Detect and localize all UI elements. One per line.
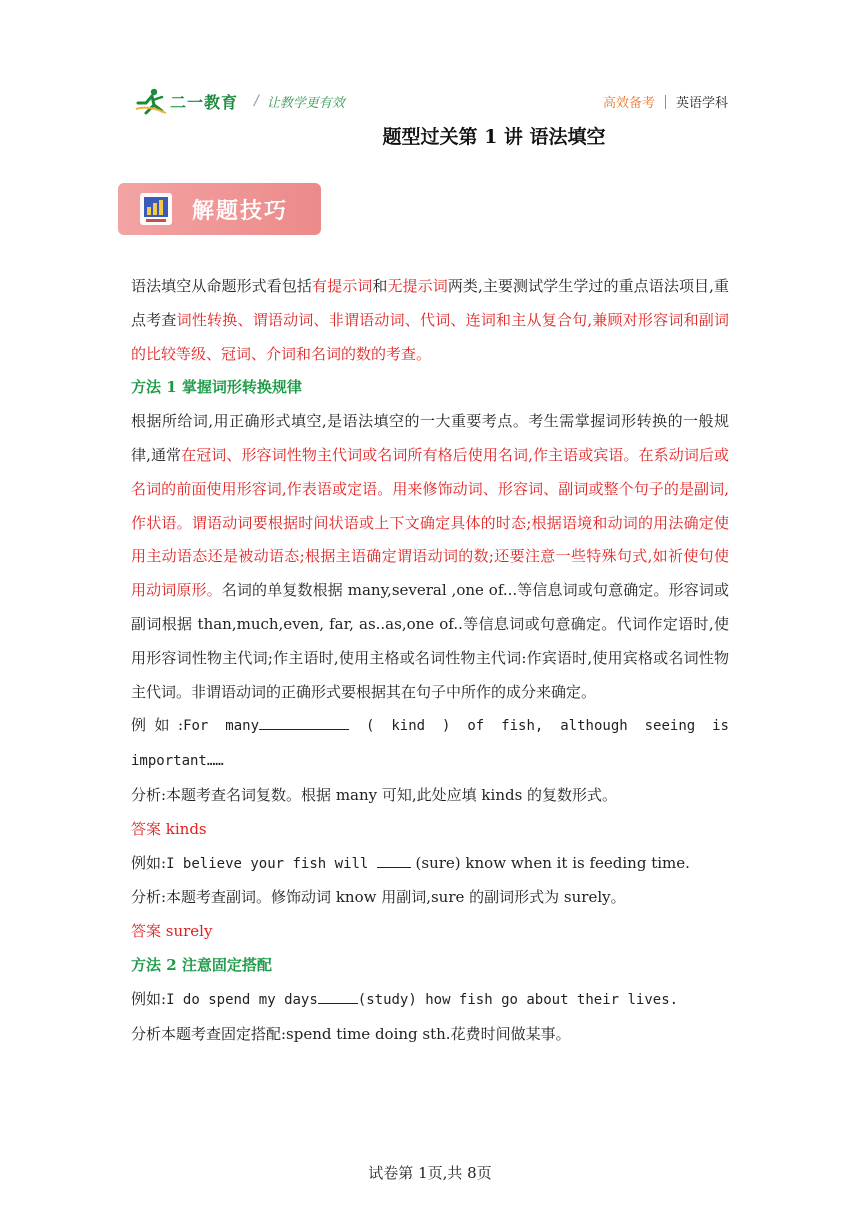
- intro-paragraph: [131, 270, 729, 371]
- header-label-subject: 英语学科: [675, 96, 728, 111]
- example2-answer: 答案 surely: [131, 922, 213, 941]
- method2-example: [131, 983, 729, 1018]
- method2-heading: 方法 2 注意固定搭配: [131, 955, 272, 974]
- header-slogan: 让教学更有效: [266, 95, 345, 111]
- intro-text-3: 两类,主要测试学生学过的重点语法项目,重点考查: [131, 277, 729, 329]
- banner-label: 解题技巧: [192, 198, 289, 224]
- document-body: [131, 270, 729, 1051]
- header-label-prep: 高效备考: [602, 96, 655, 111]
- method2-analysis: 分析本题考查固定搭配:spend time doing sth.花费时间做某事。: [131, 1024, 571, 1043]
- header-subject: [603, 92, 728, 111]
- section-banner: [118, 183, 321, 235]
- page-footer: 试卷第 1页,共 8页: [368, 1164, 492, 1182]
- method2-example-prefix: 例如:: [131, 989, 167, 1008]
- example2-prefix: 例如:: [131, 853, 167, 872]
- intro-text-1: 语法填空从命题形式看包括: [131, 277, 313, 295]
- example1-after: ( kind ) of fish, although seeing is important……: [131, 718, 729, 770]
- running-figure-icon: [134, 87, 168, 115]
- example2: [131, 847, 729, 882]
- example2-blank: [377, 849, 411, 868]
- method1-text-2: 名词的单复数根据 many,several ,one of...等信息词或句意确定。形容词或副词根据 than,much,even, far, as..as,one of..等信息词或句意确定。代词作定语时,使用形容词性物主代词;作主语时,使用主格或名词性物主代词:作宾语时,使用宾格或名词性物主代词。非谓语动词的正确形式要根据其在句子中所作的成分来确定。: [131, 581, 729, 701]
- page-header: [134, 86, 728, 116]
- intro-text-2: 和: [372, 277, 388, 295]
- intro-highlight-3: 词性转换、谓语动词、非谓语动词、代词、连词和主从复合句,兼顾对形容词和副词的比较等级、冠词、介词和名词的数的考查。: [131, 310, 729, 363]
- intro-highlight-2: 无提示词: [387, 277, 448, 295]
- header-divider: [665, 95, 666, 109]
- logo-text: 二一教育: [170, 92, 239, 112]
- example2-analysis: 分析:本题考查副词。修饰动词 know 用副词,sure 的副词形式为 surely。: [131, 888, 626, 907]
- example1-blank: [259, 711, 349, 730]
- example2-before: I believe your fish will: [166, 855, 377, 872]
- method1-heading: 方法 1 掌握词形转换规律: [131, 378, 302, 397]
- example1-prefix: 例如:: [131, 716, 184, 735]
- example1: [131, 709, 729, 779]
- example1-answer: 答案 kinds: [131, 819, 207, 838]
- example1-before: For many: [183, 718, 260, 735]
- brand-logo: [134, 86, 345, 116]
- example2-after: (sure) know when it is feeding time.: [410, 853, 690, 872]
- intro-highlight-1: 有提示词: [312, 277, 373, 295]
- page-title: 题型过关第 1 讲 语法填空: [382, 126, 606, 148]
- example1-analysis: 分析:本题考查名词复数。根据 many 可知,此处应填 kinds 的复数形式。: [131, 785, 618, 804]
- chart-board-icon: [138, 191, 174, 227]
- method1-highlight: 在冠词、形容词性物主代词或名词所有格后使用名词,作主语或宾语。在系动词后或名词的前面使用形容词,作表语或定语。用来修饰动词、形容词、副词或整个句子的是副词,作状语。谓语动词要根据时间状语或上下文确定具体的时态;根据语境和动词的用法确定使用主动语态还是被动语态;根据主语确定谓语动词的数;还要注意一些特殊句式,如祈使句使用动词原形。: [131, 445, 729, 600]
- method2-example-before: I do spend my days: [166, 991, 318, 1008]
- method2-blank: [318, 985, 358, 1004]
- method1-paragraph: [131, 405, 729, 709]
- method1-text-1: 根据所给词,用正确形式填空,是语法填空的一大重要考点。考生需掌握词形转换的一般规律,通常: [131, 412, 729, 464]
- method2-example-after: (study) how fish go about their lives.: [357, 991, 679, 1008]
- header-separator: /: [254, 93, 259, 109]
